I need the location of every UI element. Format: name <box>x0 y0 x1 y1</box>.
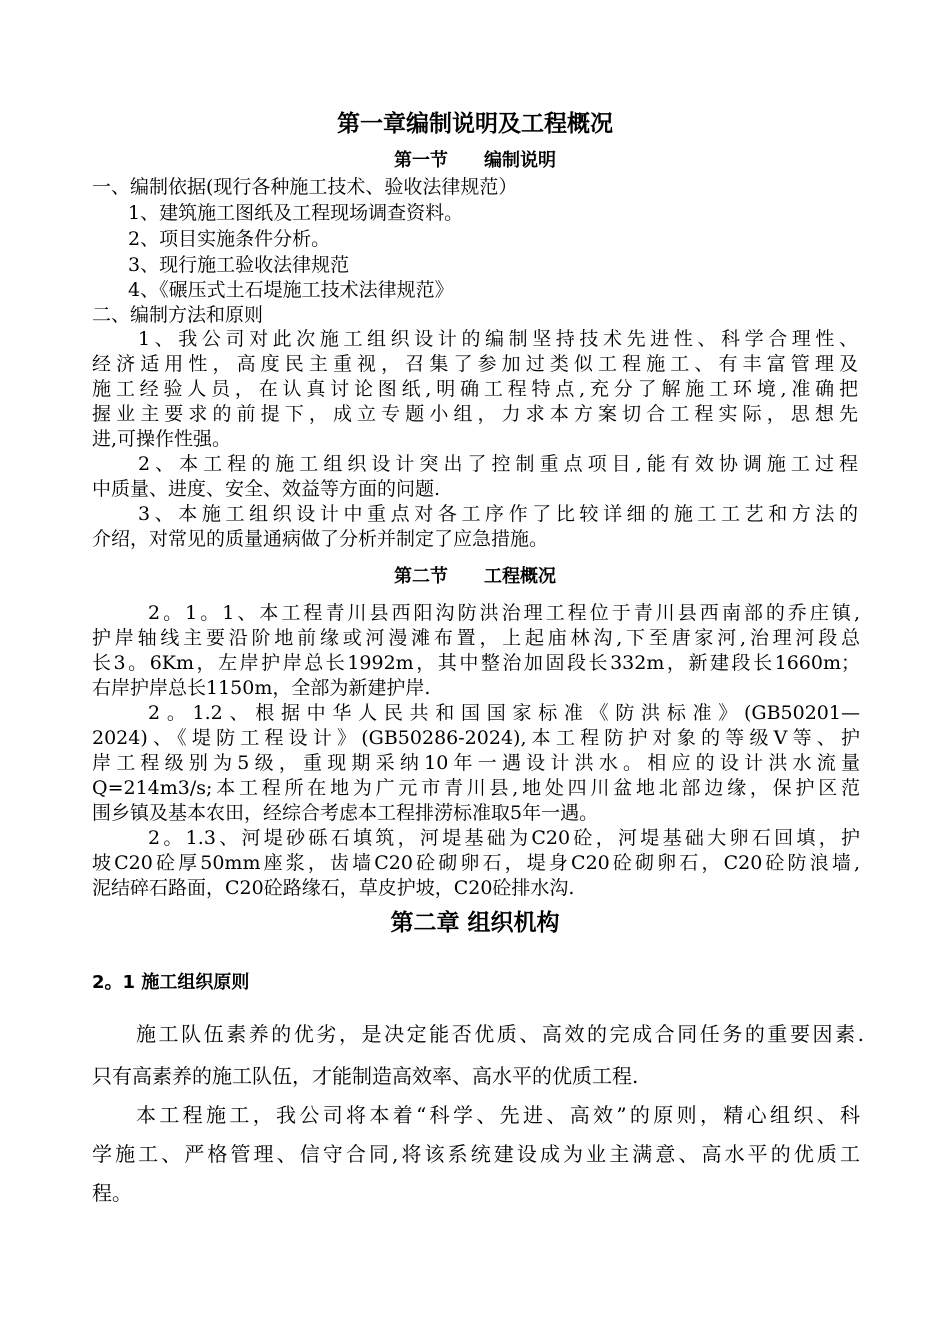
method-line: 中质量、进度、安全、效益等方面的问题. <box>92 478 441 500</box>
basis-item: 1、建筑施工图纸及工程现场调查资料。 <box>128 202 464 224</box>
principle-line: 施工队伍素养的优劣，是决定能否优质、高效的完成合同任务的重要因素. <box>136 1022 864 1046</box>
overview-line: 右岸护岸总长1150m，全部为新建护岸. <box>92 677 431 699</box>
chapter2-title: 第二章 组织机构 <box>390 910 560 936</box>
overview-line: 围乡镇及基本农田，经综合考虑本工程排涝标准取5年一遇。 <box>92 802 599 824</box>
chapter1-title: 第一章编制说明及工程概况 <box>337 111 613 137</box>
basis-item: 3、现行施工验收法律规范 <box>128 254 350 276</box>
basis-item: 2、项目实施条件分析。 <box>128 228 331 250</box>
method-line: 施工经验人员，在认真讨论图纸,明确工程特点,充分了解施工环境,准确把 <box>92 378 858 400</box>
principle-line: 只有高素养的施工队伍，才能制造高效率、高水平的优质工程. <box>92 1064 639 1088</box>
method-line: 进,可操作性强。 <box>92 428 232 450</box>
overview-line: 2。1.2、根据中华人民共和国国家标准《防洪标准》(GB50201— <box>148 702 860 724</box>
overview-line: 护岸轴线主要沿阶地前缘或河漫滩布置，上起庙林沟,下至唐家河,治理河段总 <box>92 627 860 649</box>
overview-line: 2024)、《堤防工程设计》(GB50286-2024),本工程防护对象的等级Ⅴ等、护 <box>92 727 860 749</box>
overview-line: 2。1。1、本工程青川县西阳沟防洪治理工程位于青川县西南部的乔庄镇, <box>148 602 860 624</box>
overview-line: 坡C20砼厚50mm座浆，齿墙C20砼砌卵石，堤身C20砼砌卵石，C20砼防浪墙, <box>92 852 860 874</box>
section1-title: 第一节 编制说明 <box>394 150 556 171</box>
method-line: 2、本工程的施工组织设计突出了控制重点项目,能有效协调施工过程 <box>138 453 858 475</box>
overview-line: 岸工程级别为5级，重现期采纳10年一遇设计洪水。相应的设计洪水流量 <box>92 752 860 774</box>
method-line: 1、我公司对此次施工组织设计的编制坚持技术先进性、科学合理性、 <box>138 328 858 350</box>
chapter2-section-title: 2。1 施工组织原则 <box>92 972 250 993</box>
overview-line: 2。1.3、河堤砂砾石填筑，河堤基础为C20砼，河堤基础大卵石回填，护 <box>148 827 860 849</box>
method-line: 经济适用性，高度民主重视，召集了参加过类似工程施工、有丰富管理及 <box>92 353 858 375</box>
principle-line: 程。 <box>92 1181 132 1205</box>
overview-line: Q=214m3/s;本工程所在地为广元市青川县,地处四川盆地北部边缘，保护区范 <box>92 777 860 799</box>
method-line: 介绍，对常见的质量通病做了分析并制定了应急措施。 <box>92 528 549 550</box>
overview-line: 泥结碎石路面，C20砼路缘石，草皮护坡，C20砼排水沟. <box>92 877 575 899</box>
principle-line: 学施工、严格管理、信守合同,将该系统建设成为业主满意、高水平的优质工 <box>92 1142 860 1166</box>
principle-line: 本工程施工，我公司将本着“科学、先进、高效”的原则，精心组织、科 <box>136 1103 860 1127</box>
method-heading: 二、编制方法和原则 <box>92 304 264 326</box>
basis-item: 4、《碾压式土石堤施工技术法律规范》 <box>128 279 454 301</box>
basis-heading: 一、编制依据(现行各种施工技术、验收法律规范） <box>92 176 518 198</box>
overview-line: 长3。6Km，左岸护岸总长1992m，其中整治加固段长332m，新建段长1660m； <box>92 652 860 674</box>
method-line: 握业主要求的前提下，成立专题小组，力求本方案切合工程实际，思想先 <box>92 403 858 425</box>
method-line: 3、本施工组织设计中重点对各工序作了比较详细的施工工艺和方法的 <box>138 503 858 525</box>
section2-title: 第二节 工程概况 <box>394 566 556 587</box>
